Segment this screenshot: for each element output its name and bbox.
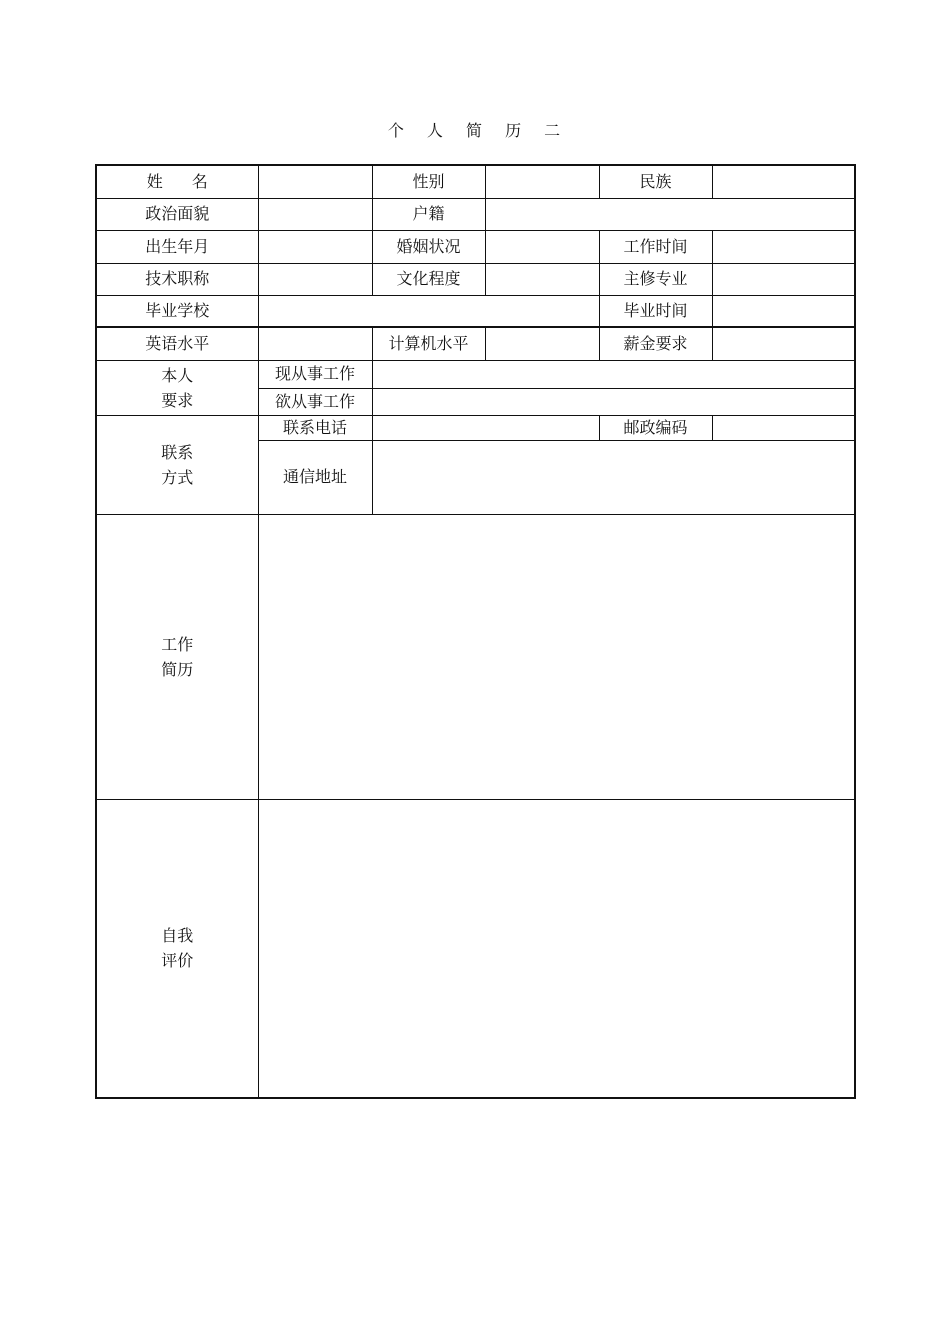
work-history-label-line1: 工作 [161,634,194,654]
form-row [96,295,855,327]
form-row [96,799,855,1098]
form-row [96,230,855,263]
phone-label: 联系电话 [258,415,372,440]
professional-title-label: 技术职称 [96,263,258,295]
graduation-time-label: 毕业时间 [599,295,712,327]
marital-status-label: 婚姻状况 [372,230,485,263]
requirements-label-line1: 本人 [161,365,194,385]
birth-date-label: 出生年月 [96,230,258,263]
self-evaluation-label-line2: 评价 [161,951,194,971]
phone-field[interactable] [372,415,599,440]
gender-field[interactable] [485,165,599,198]
desired-job-label: 欲从事工作 [258,388,372,415]
salary-expectation-field[interactable] [712,327,855,360]
work-history-field[interactable] [258,514,855,799]
household-registration-label: 户籍 [372,198,485,230]
form-row [96,263,855,295]
address-field[interactable] [372,440,855,514]
self-evaluation-field[interactable] [258,799,855,1098]
work-start-field[interactable] [712,230,855,263]
education-level-label: 文化程度 [372,263,485,295]
contact-label [96,415,258,514]
salary-expectation-label: 薪金要求 [599,327,712,360]
computer-level-field[interactable] [485,327,599,360]
political-status-label: 政治面貌 [96,198,258,230]
document-title: 个 人 简 历 二 [387,121,563,140]
gender-label: 性别 [372,165,485,198]
work-history-label [96,514,258,799]
ethnicity-label: 民族 [599,165,712,198]
household-registration-field[interactable] [485,198,855,230]
contact-label-line1: 联系 [161,442,194,462]
form-row [96,415,855,440]
graduate-school-field[interactable] [258,295,599,327]
english-level-label: 英语水平 [96,327,258,360]
major-label: 主修专业 [599,263,712,295]
current-job-field[interactable] [372,360,855,388]
contact-label-line2: 方式 [161,467,194,487]
requirements-label-line2: 要求 [161,390,194,410]
form-row [96,165,855,198]
postal-code-label: 邮政编码 [599,415,712,440]
political-status-field[interactable] [258,198,372,230]
graduation-time-field[interactable] [712,295,855,327]
name-field[interactable] [258,165,372,198]
desired-job-field[interactable] [372,388,855,415]
graduate-school-label: 毕业学校 [96,295,258,327]
birth-date-field[interactable] [258,230,372,263]
name-label: 姓 名 [96,165,258,198]
form-row [96,198,855,230]
form-row [96,327,855,360]
self-evaluation-label-line1: 自我 [161,926,194,946]
requirements-label [96,360,258,415]
work-history-label-line2: 简历 [161,659,194,679]
form-row [96,360,855,388]
major-field[interactable] [712,263,855,295]
form-row [96,514,855,799]
postal-code-field[interactable] [712,415,855,440]
english-level-field[interactable] [258,327,372,360]
address-label: 通信地址 [258,440,372,514]
marital-status-field[interactable] [485,230,599,263]
ethnicity-field[interactable] [712,165,855,198]
education-level-field[interactable] [485,263,599,295]
resume-form [95,164,856,1099]
current-job-label: 现从事工作 [258,360,372,388]
self-evaluation-label [96,799,258,1098]
computer-level-label: 计算机水平 [372,327,485,360]
work-start-label: 工作时间 [599,230,712,263]
professional-title-field[interactable] [258,263,372,295]
